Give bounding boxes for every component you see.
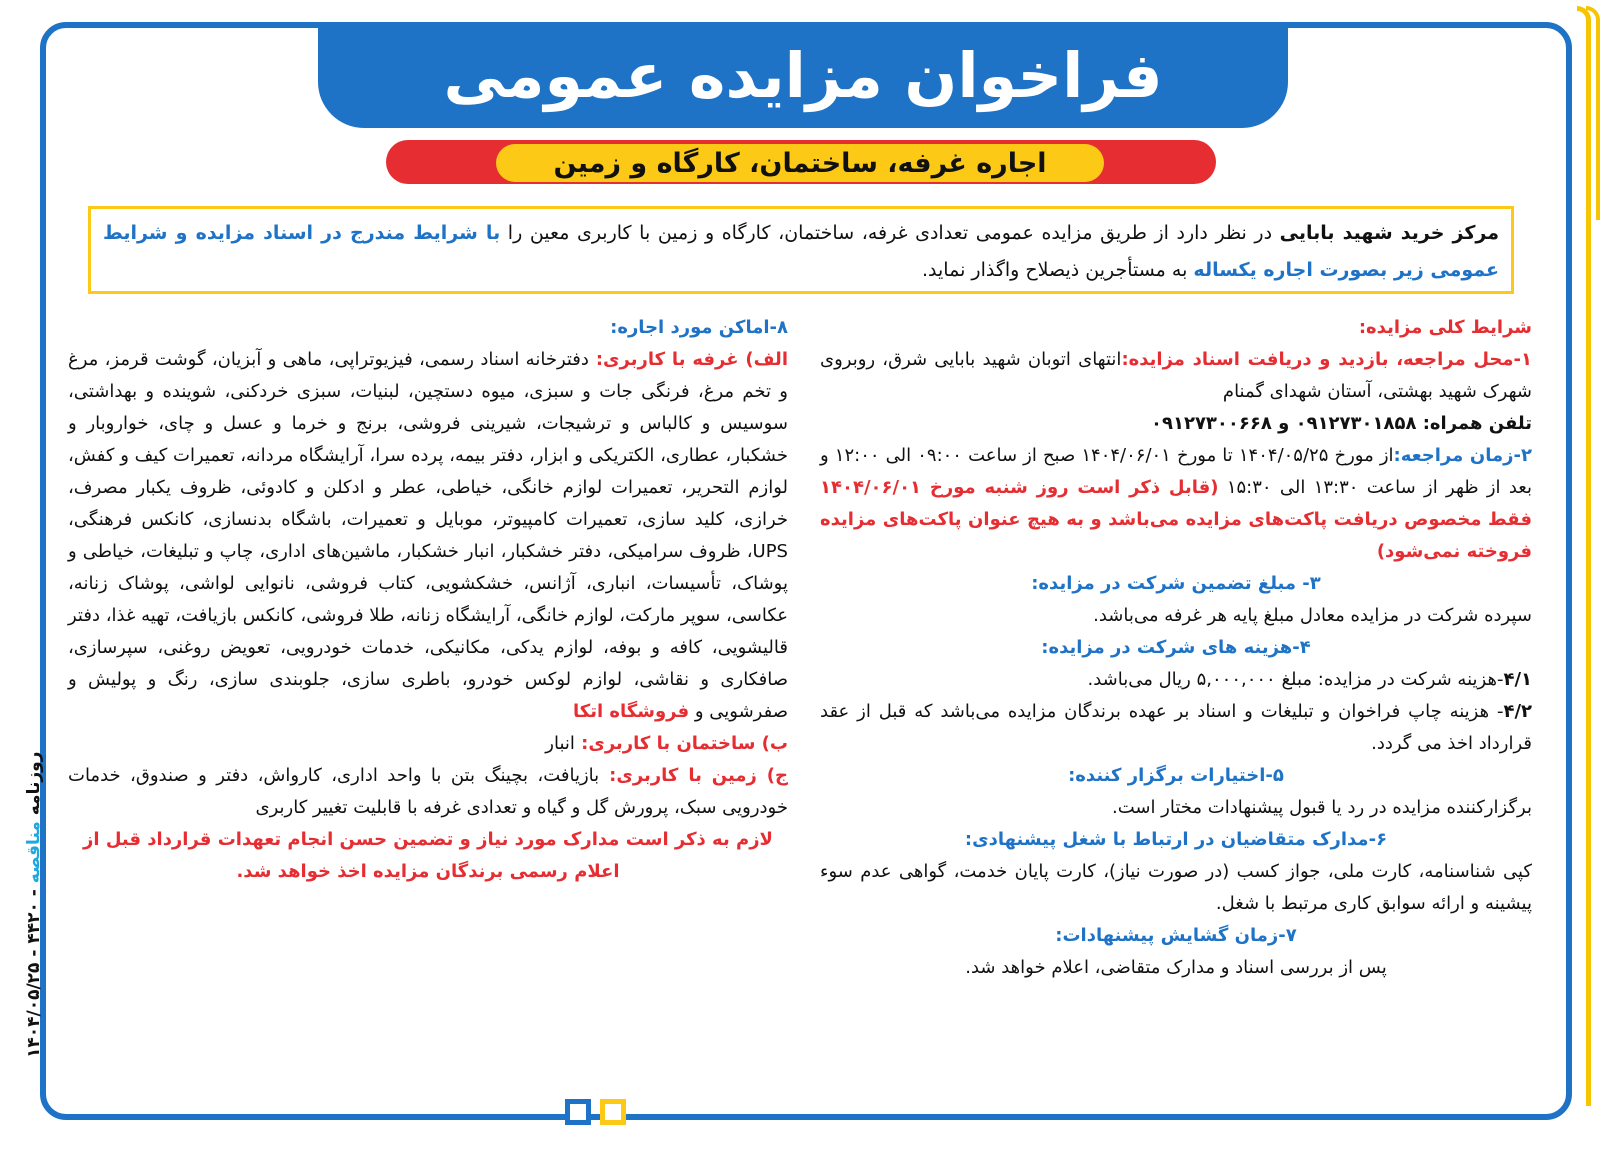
section-1-phone bbox=[820, 408, 1532, 440]
building-title: ب) ساختمان با کاربری: bbox=[574, 733, 788, 754]
final-note: لازم به ذکر است مدارک مورد نیاز و تضمین حسن انجام تعهدات قرارداد قبل از اعلام رسمی برندگان مزایده اخذ خواهد شد. bbox=[83, 829, 773, 882]
subtitle-banner bbox=[496, 144, 1104, 182]
section-5-text: برگزارکننده مزایده در رد یا قبول پیشنهادات مختار است. bbox=[1111, 797, 1532, 818]
intro-highlight-2: بصورت اجاره یکساله bbox=[1193, 259, 1394, 281]
section-5-title: ۵-اختیارات برگزار کننده: bbox=[1068, 765, 1284, 786]
decorative-square-blue bbox=[565, 1099, 591, 1125]
intro-text-2: به مستأجرین ذیصلاح واگذار نماید. bbox=[922, 259, 1194, 281]
intro-org: مرکز خرید شهید بابایی bbox=[1279, 222, 1500, 244]
booths-text: دفترخانه اسناد رسمی، فیزیوتراپی، ماهی و آبزیان، گوشت قرمز، مرغ و تخم مرغ، فرنگی جات و سبزی، میوه دستچین، لبنیات، سبزی خردکنی، شوینده و بهداشتی، سوسیس و کالباس و ترشیجات، شیرینی فروشی، برنج و خرما و عسل و چای، خواروبار و خشکبار، عطاری، الکتریکی و ابزار، دفتر بیمه، پرده سرا، آرایشگاه مردانه، تعمیرات کیف و کفش، لوازم التحریر، تعمیرات لوازم خانگی، خیاطی، عطر و ادکلن و کادوئی، ظروف یکبار مصرف، خرازی، کلید سازی، تعمیرات کامپیوتر، موبایل و تعمیرات، باشگاه بدنسازی، کانکس فرهنگی، UPS، ظروف سرامیکی، دفتر خشکبار، انبار خشکبار، ماشین‌های اداری، چاپ و تبلیغات، خیاطی و پوشاک، تأسیسات، انباری، آژانس، خشکشویی، کتاب فروشی، نانوایی لواشی، پوشاک زنانه، عکاسی، سوپر مارکت، لوازم خانگی، آرایشگاه زنانه، طلا فروشی، کانکس بازیافت، تهیه غذا، دفتر قالیشویی، کافه و بوفه، لوازم یدکی، مکانیکی، خدمات خودرویی، تعویض روغنی، سپرسازی، صافکاری و نقاشی، لوازم لوکس خودرو، باطری سازی، جلوبندی سازی، رنگ و پولیش و صفرشویی و bbox=[68, 349, 788, 722]
section-3-title: ۳- مبلغ تضمین شرکت در مزایده: bbox=[1031, 573, 1321, 594]
booths-red-item: فروشگاه اتکا bbox=[572, 701, 690, 722]
section-1-title: ۱-محل مراجعه، بازدید و دریافت اسناد مزایده: bbox=[1121, 349, 1533, 370]
section-7-title: ۷-زمان گشایش پیشنهادات: bbox=[1055, 925, 1297, 946]
issue-info: - ۴۴۲۰ - ۱۴۰۴/۰۵/۲۵ bbox=[24, 883, 44, 1059]
page-title: فراخوان مزایده عمومی bbox=[443, 38, 1163, 112]
rental-places-column bbox=[68, 312, 788, 888]
intro-highlight-1: با شرایط مندرج در اسناد مزایده و شرایط عمومی زیر bbox=[103, 222, 1499, 281]
page-subtitle: اجاره غرفه، ساختمان، کارگاه و زمین bbox=[553, 147, 1047, 179]
booths-title: الف) غرفه با کاربری: bbox=[588, 349, 788, 370]
section-1-text: انتهای اتوبان شهید بابایی شرق، روبروی شهرک شهید بهشتی، آستان شهدای گمنام bbox=[820, 349, 1532, 402]
section-4-title: ۴-هزینه های شرکت در مزایده: bbox=[1041, 637, 1311, 658]
land-paragraph bbox=[68, 760, 788, 824]
section-4-2 bbox=[820, 696, 1532, 760]
paper-prefix: روزنامه bbox=[24, 751, 44, 822]
paper-name: مناقصه bbox=[24, 821, 44, 884]
section-2-text: از مورخ ۱۴۰۴/۰۵/۲۵ تا مورخ ۱۴۰۴/۰۶/۰۱ صبح از ساعت ۰۹:۰۰ الی ۱۲:۰۰ و بعد از ظهر از ساعت ۱۳:۳۰ الی ۱۵:۳۰ bbox=[820, 445, 1532, 498]
section-3-text: سپرده شرکت در مزایده معادل مبلغ پایه هر غرفه می‌باشد. bbox=[1093, 605, 1532, 626]
section-4-2-num: ۴/۲ bbox=[1503, 701, 1532, 722]
section-6-text: کپی شناسنامه، کارت ملی، جواز کسب (در صورت نیاز)، کارت پایان خدمت، گواهی عدم سوء پیشینه و ارائه سوابق کاری مرتبط با شغل. bbox=[820, 861, 1532, 914]
section-2 bbox=[820, 440, 1532, 568]
header-banner bbox=[318, 22, 1288, 128]
section-8-title: ۸-اماکن مورد اجاره: bbox=[610, 317, 788, 338]
section-6-title: ۶-مدارک متقاضیان در ارتباط با شغل پیشنهادی: bbox=[964, 829, 1388, 850]
section-4-1 bbox=[820, 664, 1532, 696]
section-4-2-text: - هزینه چاپ فراخوان و تبلیغات و اسناد بر عهده برندگان مزایده می‌باشد که قبل از عقد قرارداد اخذ می گردد. bbox=[820, 701, 1532, 754]
phone-numbers: ۰۹۱۲۷۳۰۱۸۵۸ و ۰۹۱۲۷۳۰۰۶۶۸ bbox=[1151, 413, 1423, 434]
general-conditions-title: شرایط کلی مزایده: bbox=[1358, 317, 1532, 338]
decorative-square-yellow bbox=[600, 1099, 626, 1125]
intro-box bbox=[88, 206, 1514, 294]
general-conditions-column bbox=[820, 312, 1532, 984]
section-4-1-text: -هزینه شرکت در مزایده: مبلغ ۵,۰۰۰,۰۰۰ ریال می‌باشد. bbox=[1087, 669, 1504, 690]
section-7-text: پس از بررسی اسناد و مدارک متقاضی، اعلام خواهد شد. bbox=[965, 957, 1387, 978]
section-1 bbox=[820, 344, 1532, 408]
phone-label: تلفن همراه: bbox=[1422, 413, 1532, 434]
building-text: انبار bbox=[545, 733, 575, 754]
decorative-frame-yellow-outer bbox=[1586, 6, 1600, 220]
section-2-note: (قابل ذکر است روز شنبه مورخ ۱۴۰۴/۰۶/۰۱ فقط مخصوص دریافت پاکت‌های مزایده می‌باشد و به هیچ عنوان پاکت‌های مزایده فروخته نمی‌شود) bbox=[820, 477, 1532, 562]
newspaper-side-label bbox=[24, 740, 58, 1070]
intro-text-1: در نظر دارد از طریق مزایده عمومی تعدادی غرفه، ساختمان، کارگاه و زمین با کاربری معین را bbox=[500, 222, 1280, 244]
building-paragraph bbox=[68, 728, 788, 760]
section-2-title: ۲-زمان مراجعه: bbox=[1393, 445, 1533, 466]
land-text: بازیافت، بچینگ بتن با واحد اداری، کارواش، دفتر و صندوق، خدمات خودرویی سبک، پرورش گل و گیاه و تعدادی غرفه با قابلیت تغییر کاربری bbox=[68, 765, 788, 818]
land-title: ج) زمین با کاربری: bbox=[599, 765, 789, 786]
booths-paragraph bbox=[68, 344, 788, 728]
section-4-1-num: ۴/۱ bbox=[1503, 669, 1532, 690]
